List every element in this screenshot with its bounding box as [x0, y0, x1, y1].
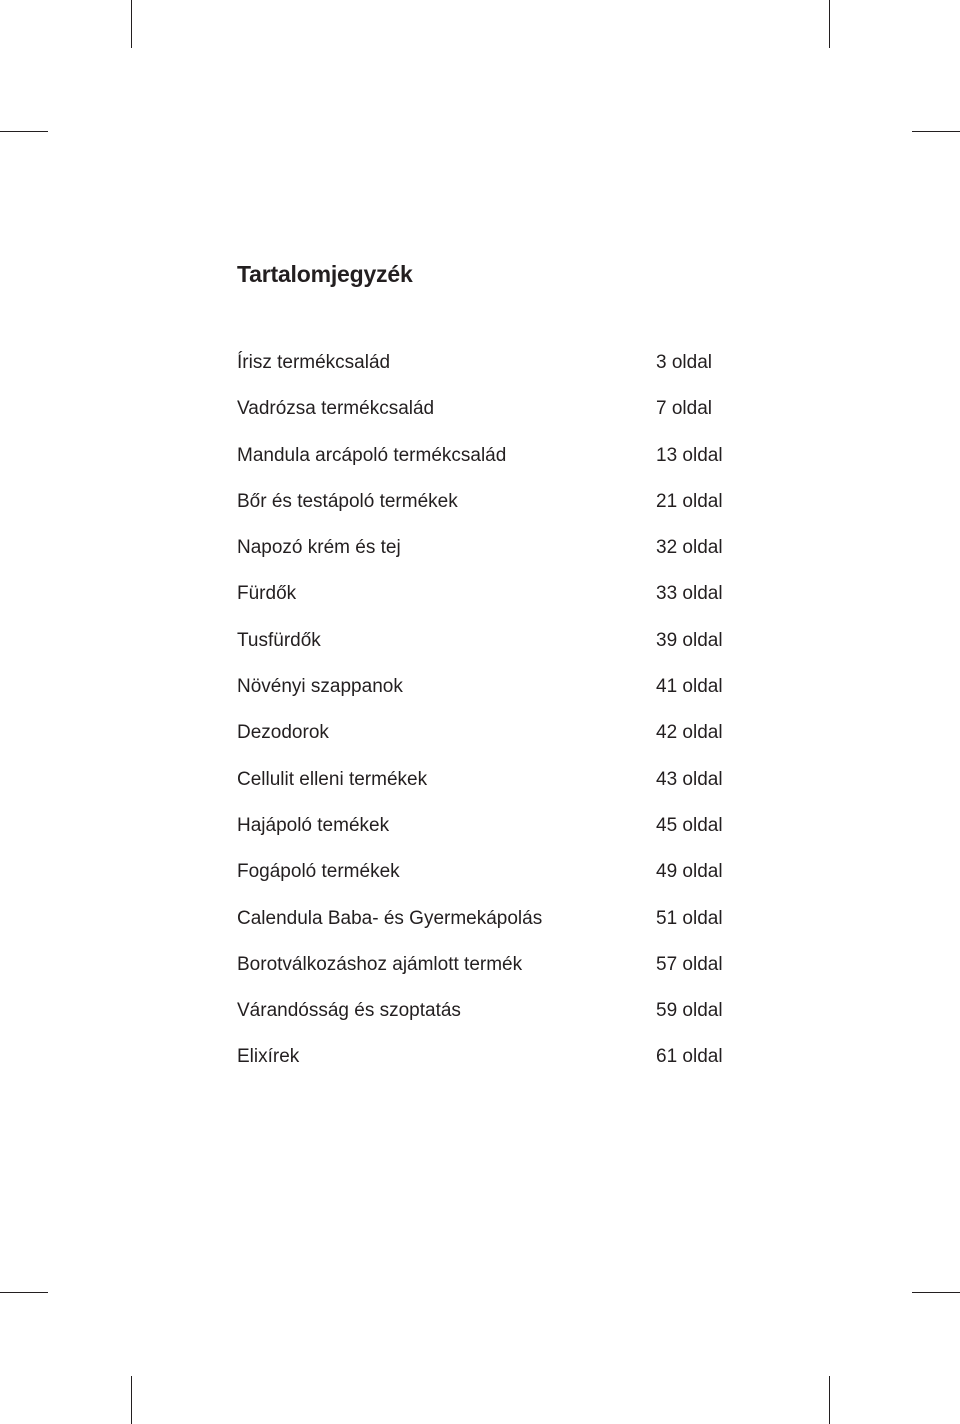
toc-entry-label: Fürdők — [237, 583, 297, 605]
toc-entry-page: 7 oldal — [656, 398, 712, 420]
toc-entry-page: 13 oldal — [656, 444, 723, 466]
toc-entry-label: Hajápoló temékek — [237, 814, 390, 836]
toc-entry-page: 33 oldal — [656, 583, 723, 605]
toc-entry — [237, 579, 737, 625]
toc-entry-page: 59 oldal — [656, 1000, 723, 1022]
toc-entry-page: 57 oldal — [656, 953, 723, 975]
toc-entry-label: Növényi szappanok — [237, 676, 403, 698]
crop-mark-right-top — [912, 131, 960, 132]
crop-mark-top-left — [131, 0, 132, 48]
toc-entry-page: 43 oldal — [656, 768, 723, 790]
toc-entry-page: 45 oldal — [656, 814, 723, 836]
toc-title: Tartalomjegyzék — [237, 261, 413, 287]
toc-entry — [237, 487, 737, 533]
toc-entry-page: 49 oldal — [656, 861, 723, 883]
toc-entry-label: Calendula Baba- és Gyermekápolás — [237, 907, 543, 929]
toc-entry-label: Cellulit elleni termékek — [237, 768, 428, 790]
crop-mark-left-top — [0, 131, 48, 132]
toc-entry-label: Dezodorok — [237, 722, 329, 744]
toc-entry — [237, 765, 737, 811]
toc-entry — [237, 348, 737, 394]
toc-entry-page: 41 oldal — [656, 676, 723, 698]
toc-entry-page: 39 oldal — [656, 629, 723, 651]
toc-entry-page: 42 oldal — [656, 722, 723, 744]
toc-entry — [237, 626, 737, 672]
crop-mark-right-bottom — [912, 1292, 960, 1293]
toc-entry — [237, 718, 737, 764]
toc-entry-label: Borotválkozáshoz ajámlott termék — [237, 953, 523, 975]
toc-entry — [237, 857, 737, 903]
toc-entry-label: Napozó krém és tej — [237, 537, 401, 559]
toc-entry — [237, 1042, 737, 1088]
toc-entry — [237, 950, 737, 996]
toc-list — [237, 348, 737, 1089]
toc-entry — [237, 811, 737, 857]
toc-entry-label: Fogápoló termékek — [237, 861, 400, 883]
crop-mark-left-bottom — [0, 1292, 48, 1293]
toc-entry-page: 32 oldal — [656, 537, 723, 559]
toc-entry-page: 3 oldal — [656, 352, 712, 373]
toc-entry — [237, 672, 737, 718]
toc-entry — [237, 904, 737, 950]
toc-entry — [237, 996, 737, 1042]
toc-entry-page: 61 oldal — [656, 1046, 723, 1068]
crop-mark-bottom-left — [131, 1376, 132, 1424]
toc-entry-label: Tusfürdők — [237, 629, 321, 651]
toc-entry — [237, 441, 737, 487]
toc-entry-label: Mandula arcápoló termékcsalád — [237, 444, 507, 466]
toc-entry-label: Elixírek — [237, 1046, 300, 1068]
toc-entry-label: Vadrózsa termékcsalád — [237, 398, 435, 420]
toc-entry-label: Várandósság és szoptatás — [237, 1000, 461, 1022]
crop-mark-bottom-right — [829, 1376, 830, 1424]
toc-entry — [237, 533, 737, 579]
toc-entry — [237, 394, 737, 440]
crop-mark-top-right — [829, 0, 830, 48]
toc-entry-page: 51 oldal — [656, 907, 723, 929]
toc-entry-label: Írisz termékcsalád — [237, 352, 391, 373]
toc-entry-label: Bőr és testápoló termékek — [237, 490, 458, 512]
toc-entry-page: 21 oldal — [656, 490, 723, 512]
